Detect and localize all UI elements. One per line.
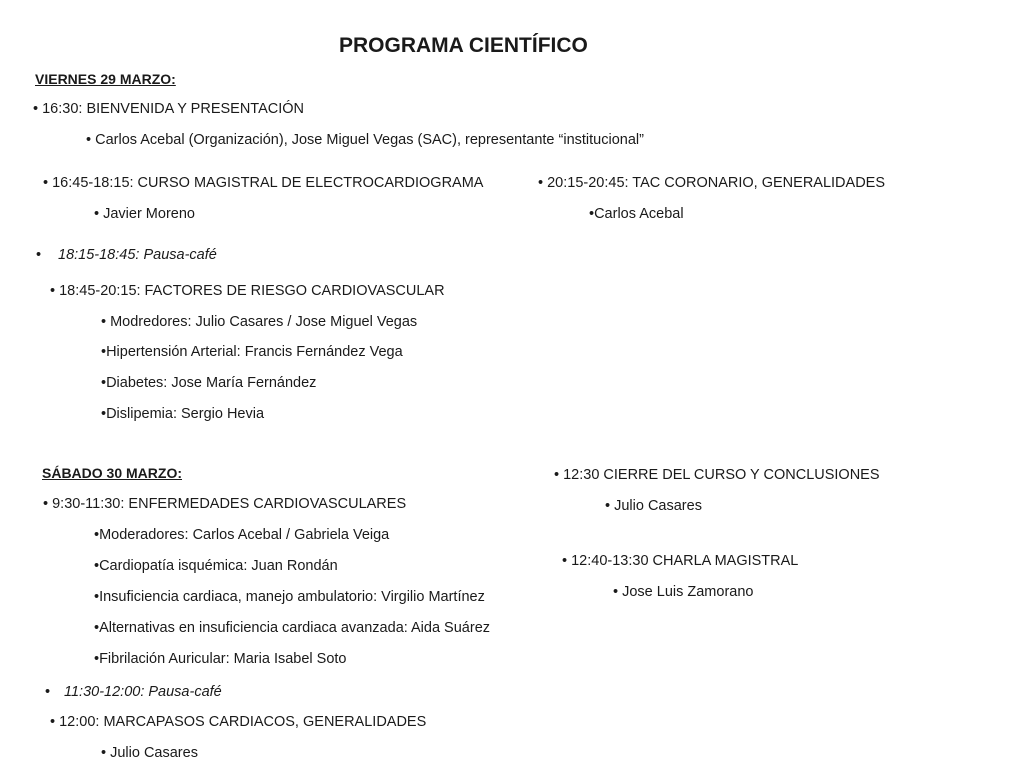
risk-item-diabetes: •Diabetes: Jose María Fernández — [101, 375, 317, 391]
friday-break-bullet: • — [36, 247, 42, 263]
friday-heading: VIERNES 29 MARZO: — [35, 71, 176, 87]
cardio-item-heart-failure: •Insuficiencia cardiaca, manejo ambulatorio: Virgilio Martínez — [94, 589, 485, 605]
saturday-heading: SÁBADO 30 MARZO: — [42, 465, 183, 481]
cardio-item-afib: •Fibrilación Auricular: Maria Isabel Soto — [94, 651, 347, 667]
friday-break: 18:15-18:45: Pausa-café — [58, 247, 217, 263]
ecg-speaker: • Javier Moreno — [94, 206, 195, 222]
masterclass-session: • 12:40-13:30 CHARLA MAGISTRAL — [562, 553, 799, 569]
risk-session: • 18:45-20:15: FACTORES DE RIESGO CARDIOVASCULAR — [50, 283, 445, 299]
cardio-session: • 9:30-11:30: ENFERMEDADES CARDIOVASCULARES — [43, 496, 407, 512]
cardio-item-advanced-failure: •Alternativas en insuficiencia cardiaca avanzada: Aida Suárez — [94, 620, 491, 636]
risk-moderators: • Modredores: Julio Casares / Jose Miguel Vegas — [101, 314, 418, 330]
cardio-item-ischemic: •Cardiopatía isquémica: Juan Rondán — [94, 558, 338, 574]
masterclass-speaker: • Jose Luis Zamorano — [613, 584, 754, 600]
closing-speaker: • Julio Casares — [605, 498, 702, 514]
tac-speaker: •Carlos Acebal — [589, 206, 684, 222]
risk-item-dyslipidemia: •Dislipemia: Sergio Hevia — [101, 406, 265, 422]
ecg-session: • 16:45-18:15: CURSO MAGISTRAL DE ELECTROCARDIOGRAMA — [43, 175, 484, 191]
saturday-break: 11:30-12:00: Pausa-café — [64, 684, 222, 700]
pacemaker-speaker: • Julio Casares — [101, 745, 198, 761]
saturday-break-bullet: • — [45, 684, 51, 700]
pacemaker-session: • 12:00: MARCAPASOS CARDIACOS, GENERALIDADES — [50, 714, 427, 730]
welcome-session: • 16:30: BIENVENIDA Y PRESENTACIÓN — [33, 101, 305, 117]
page-title: PROGRAMA CIENTÍFICO — [339, 34, 588, 57]
cardio-moderators: •Moderadores: Carlos Acebal / Gabriela Veiga — [94, 527, 390, 543]
welcome-speakers: • Carlos Acebal (Organización), Jose Miguel Vegas (SAC), representante “institucional” — [86, 132, 644, 148]
tac-session: • 20:15-20:45: TAC CORONARIO, GENERALIDADES — [538, 175, 886, 191]
risk-item-hypertension: •Hipertensión Arterial: Francis Fernández Vega — [101, 344, 403, 360]
closing-session: • 12:30 CIERRE DEL CURSO Y CONCLUSIONES — [554, 467, 880, 483]
